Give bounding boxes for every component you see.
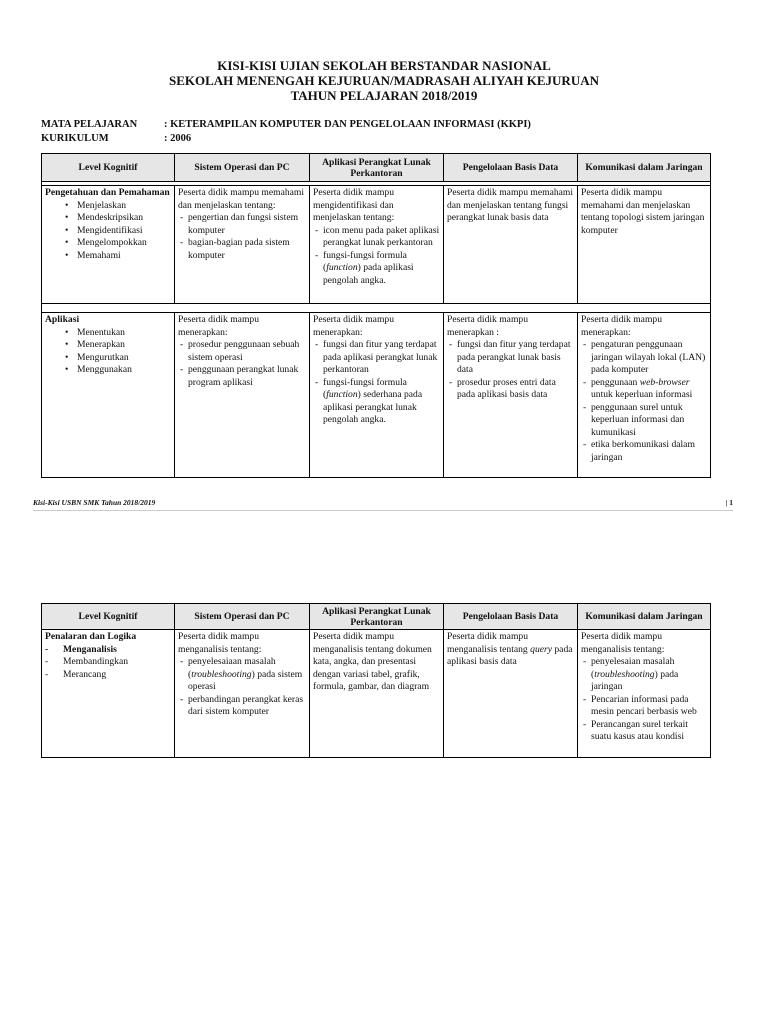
level-item: • Mengurutkan [67,352,171,365]
jaringan-cell [578,313,711,478]
page-footer [33,498,733,507]
document-title [0,58,768,103]
table-header-row [42,154,711,182]
page-number: | 1 [725,498,733,507]
footer-text: Kisi-Kisi USBN SMK Tahun 2018/2019 [33,498,156,507]
basis-data-cell [444,313,578,478]
header-level-kognitif: Level Kognitif [42,604,175,630]
level-title: Pengetahuan dan Pemahaman [45,187,170,198]
level-item: • Menggunakan [67,364,171,377]
level-cell [42,630,175,758]
cell-item: - penggunaan web-browser untuk keperluan informasi [581,377,707,402]
basis-data-cell: Peserta didik mampu menganalisis tentang query pada aplikasi basis data [444,630,578,758]
cell-intro: Peserta didik mampu memahami dan menjelaskan tentang: [178,187,305,211]
header-aplikasi-perkantoran: Aplikasi Perangkat Lunak Perkantoran [310,604,444,630]
cell-intro: Peserta didik mampu menganalisis tentang: [178,631,262,655]
sistem-operasi-cell [175,313,310,478]
aplikasi-cell: Peserta didik mampu menganalisis tentang dokumen kata, angka, dan presentasi dengan variasi tabel, grafik, formula, gambar, dan diagram [310,630,444,758]
table-header-row [42,604,711,630]
cell-intro: Peserta didik mampu mengidentifikasi dan menjelaskan tentang: [313,187,395,223]
kurikulum-value: : 2006 [164,132,192,144]
footer-divider [33,510,733,511]
cell-item: - fungsi dan fitur yang terdapat pada perangkat lunak basis data [447,339,574,377]
level-cell [42,186,175,304]
jaringan-cell [578,630,711,758]
header-sistem-operasi: Sistem Operasi dan PC [175,154,310,182]
level-item: • Mengelompokkan [67,237,171,250]
level-title: Penalaran dan Logika [45,631,137,642]
aplikasi-cell [310,313,444,478]
cell-item: - bagian-bagian pada sistem komputer [178,237,306,262]
level-item: • Memahami [67,250,171,263]
aplikasi-cell [310,186,444,304]
kurikulum-label: KURIKULUM [41,132,109,144]
title-line-2: SEKOLAH MENENGAH KEJURUAN/MADRASAH ALIYAH KEJURUAN [168,73,599,88]
cell-intro: Peserta didik mampu menerapkan: [178,314,259,338]
cell-item: - etika berkomunikasi dalam jaringan [581,439,707,464]
cell-item: - penyelesaiaan masalah (troubleshooting) pada sistem operasi [178,656,306,694]
title-line-3: TAHUN PELAJARAN 2018/2019 [290,88,478,103]
cell-item: - prosedur proses entri data pada aplikasi basis data [447,377,574,402]
cell-item: - penggunaan surel untuk keperluan informasi dan kumunikasi [581,402,707,440]
page-gap [0,512,768,584]
sistem-operasi-cell [175,186,310,304]
cell-item: - fungsi-fungsi formula (function) sederhana pada aplikasi perangkat lunak pengolah angka. [313,377,440,427]
header-basis-data: Pengelolaan Basis Data [444,154,578,182]
cell-item: - penggunaan perangkat lunak program aplikasi [178,364,306,389]
header-basis-data: Pengelolaan Basis Data [444,604,578,630]
level-item: • Mengidentifikasi [67,225,171,238]
cell-item: - penyelesaian masalah (troubleshooting) pada jaringan [581,656,707,694]
header-aplikasi-perkantoran: Aplikasi Perangkat Lunak Perkantoran [310,154,444,182]
level-item: • Mendeskripsikan [67,212,171,225]
cell-item: - perbandingan perangkat keras dari sistem komputer [178,694,306,719]
cell-intro: Peserta didik mampu menerapkan : [447,314,528,338]
level-cell [42,313,175,478]
level-item: - Membandingkan [45,656,171,669]
level-item: - Merancang [45,669,171,682]
level-title: Aplikasi [45,314,80,325]
level-item: • Menentukan [67,327,171,340]
cell-item: - icon menu pada paket aplikasi perangkat lunak perkantoran [313,225,440,250]
cell-item: - Pencarian informasi pada mesin pencari berbasis web [581,694,707,719]
cell-item: - fungsi-fungsi formula (function) pada aplikasi pengolah angka. [313,250,440,288]
title-line-1: KISI-KISI UJIAN SEKOLAH BERSTANDAR NASIONAL [217,58,551,73]
mapel-label: MATA PELAJARAN [41,119,138,130]
cell-item: - pengertian dan fungsi sistem komputer [178,212,306,237]
header-komunikasi-jaringan: Komunikasi dalam Jaringan [578,154,711,182]
cell-intro: Peserta didik mampu menganalisis tentang: [581,631,665,655]
sistem-operasi-cell [175,630,310,758]
cell-intro: Peserta didik mampu menerapkan: [581,314,662,338]
mapel-value: : KETERAMPILAN KOMPUTER DAN PENGELOLAAN INFORMASI (KKPI) [164,119,531,130]
jaringan-cell: Peserta didik mampu memahami dan menjelaskan tentang topologi sistem jaringan komputer [578,186,711,304]
cell-item: - pengaturan penggunaan jaringan wilayah lokal (LAN) pada komputer [581,339,707,377]
document-meta [41,118,531,145]
cell-intro: Peserta didik mampu menerapkan: [313,314,394,338]
page-2 [0,584,768,1024]
basis-data-cell: Peserta didik mampu memahami dan menjelaskan tentang fungsi perangkat lunak basis data [444,186,578,304]
kisi-kisi-table-2 [41,603,711,758]
level-item: - Menganalisis [45,644,171,657]
level-item: • Menerapkan [67,339,171,352]
table-row [42,313,711,478]
cell-item: - prosedur penggunaan sebuah sistem operasi [178,339,306,364]
table-row [42,186,711,304]
header-level-kognitif: Level Kognitif [42,154,175,182]
table-row [42,630,711,758]
level-item: • Menjelaskan [67,200,171,213]
header-komunikasi-jaringan: Komunikasi dalam Jaringan [578,604,711,630]
header-sistem-operasi: Sistem Operasi dan PC [175,604,310,630]
kisi-kisi-table-1 [41,153,711,478]
cell-item: - Perancangan surel terkait suatu kasus atau kondisi [581,719,707,744]
cell-item: - fungsi dan fitur yang terdapat pada aplikasi perangkat lunak perkantoran [313,339,440,377]
